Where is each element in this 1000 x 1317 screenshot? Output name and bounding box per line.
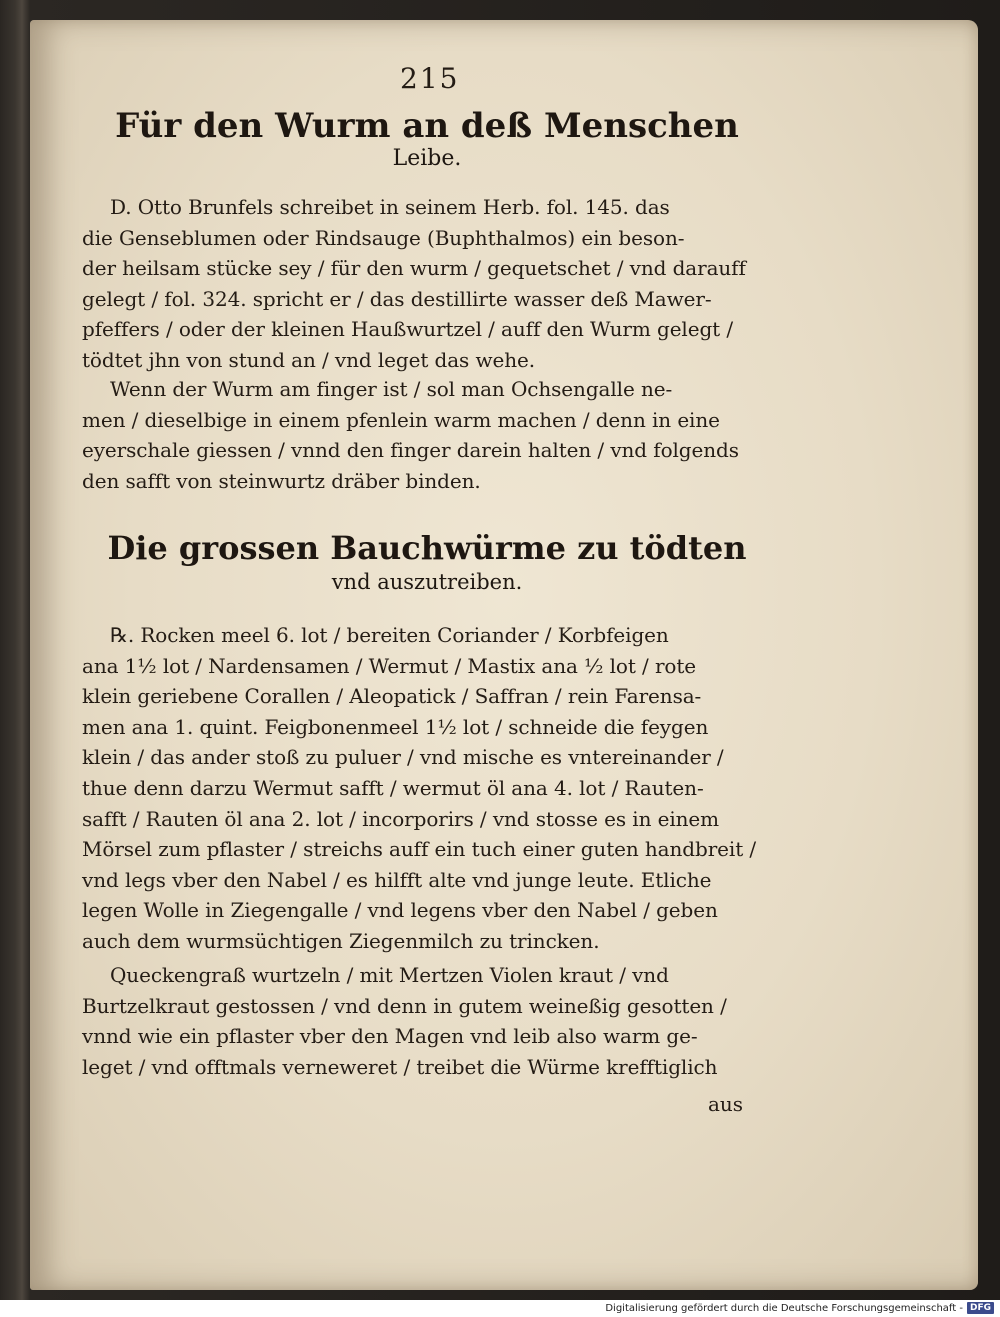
text-line: klein / das ander stoß zu puluer / vnd mische es vntereinander / [82,745,724,770]
text-line: legen Wolle in Ziegengalle / vnd legens vber den Nabel / geben [82,898,718,923]
text-line: eyerschale giessen / vnnd den finger darein halten / vnd folgends [82,438,739,463]
catchword: aus [708,1092,744,1116]
section-heading-1-continuation: Leibe. [392,146,462,171]
section-heading-1: Für den Wurm an deß Menschen [115,106,739,146]
dfg-logo-icon: DFG [967,1302,994,1314]
text-line: Queckengraß wurtzeln / mit Mertzen Violen kraut / vnd [110,963,669,987]
text-line: der heilsam stücke sey / für den wurm / gequetschet / vnd darauff [82,256,746,281]
text-line: pfeffers / oder der kleinen Haußwurtzel / auff den Wurm gelegt / [82,317,734,342]
text-line: safft / Rauten öl ana 2. lot / incorporirs / vnd stosse es in einem [82,806,720,831]
section-heading-2-continuation: vnd auszutreiben. [331,570,523,594]
text-line: den safft von steinwurtz dräber binden. [82,468,481,493]
text-line: tödtet jhn von stund an / vnd leget das wehe. [82,347,536,372]
text-line: die Genseblumen oder Rindsauge (Buphthalmos) ein beson- [82,225,685,250]
text-line: men / dieselbige in einem pfenlein warm machen / denn in eine [82,407,720,432]
text-line: ana 1½ lot / Nardensamen / Wermut / Mastix ana ½ lot / rote [82,653,697,678]
paragraph-1 [82,192,772,376]
paragraph-4 [82,960,772,1082]
section-heading-2: Die grossen Bauchwürme zu tödten [107,529,747,567]
text-line: Wenn der Wurm am finger ist / sol man Ochsengalle ne- [110,377,673,401]
page-number: 215 [400,62,460,95]
footer-bar [0,1300,1000,1317]
paragraph-2 [82,374,772,496]
footer-credit-text: Digitalisierung gefördert durch die Deutsche Forschungsgemeinschaft - [605,1303,963,1314]
text-line: men ana 1. quint. Feigbonenmeel 1½ lot / schneide die feygen [82,714,709,739]
text-line: leget / vnd offtmals verneweret / treibet die Würme krefftiglich [82,1054,718,1079]
text-line: vnd legs vber den Nabel / es hilfft alte vnd junge leute. Etliche [82,867,712,892]
text-line: ℞. Rocken meel 6. lot / bereiten Coriander / Korbfeigen [110,623,669,647]
text-line: auch dem wurmsüchtigen Ziegenmilch zu trincken. [82,928,600,953]
text-line: D. Otto Brunfels schreibet in seinem Herb. fol. 145. das [110,195,670,219]
text-line: Burtzelkraut gestossen / vnd denn in gutem weineßig gesotten / [82,993,727,1018]
text-line: thue denn darzu Wermut safft / wermut öl ana 4. lot / Rauten- [82,775,704,800]
text-line: Mörsel zum pflaster / streichs auff ein tuch einer guten handbreit / [82,837,757,862]
text-line: gelegt / fol. 324. spricht er / das destillirte wasser deß Mawer- [82,286,712,311]
text-line: klein geriebene Corallen / Aleopatick / Saffran / rein Farensa- [82,684,702,709]
text-line: vnnd wie ein pflaster vber den Magen vnd leib also warm ge- [82,1024,698,1049]
paragraph-3 [82,620,772,957]
